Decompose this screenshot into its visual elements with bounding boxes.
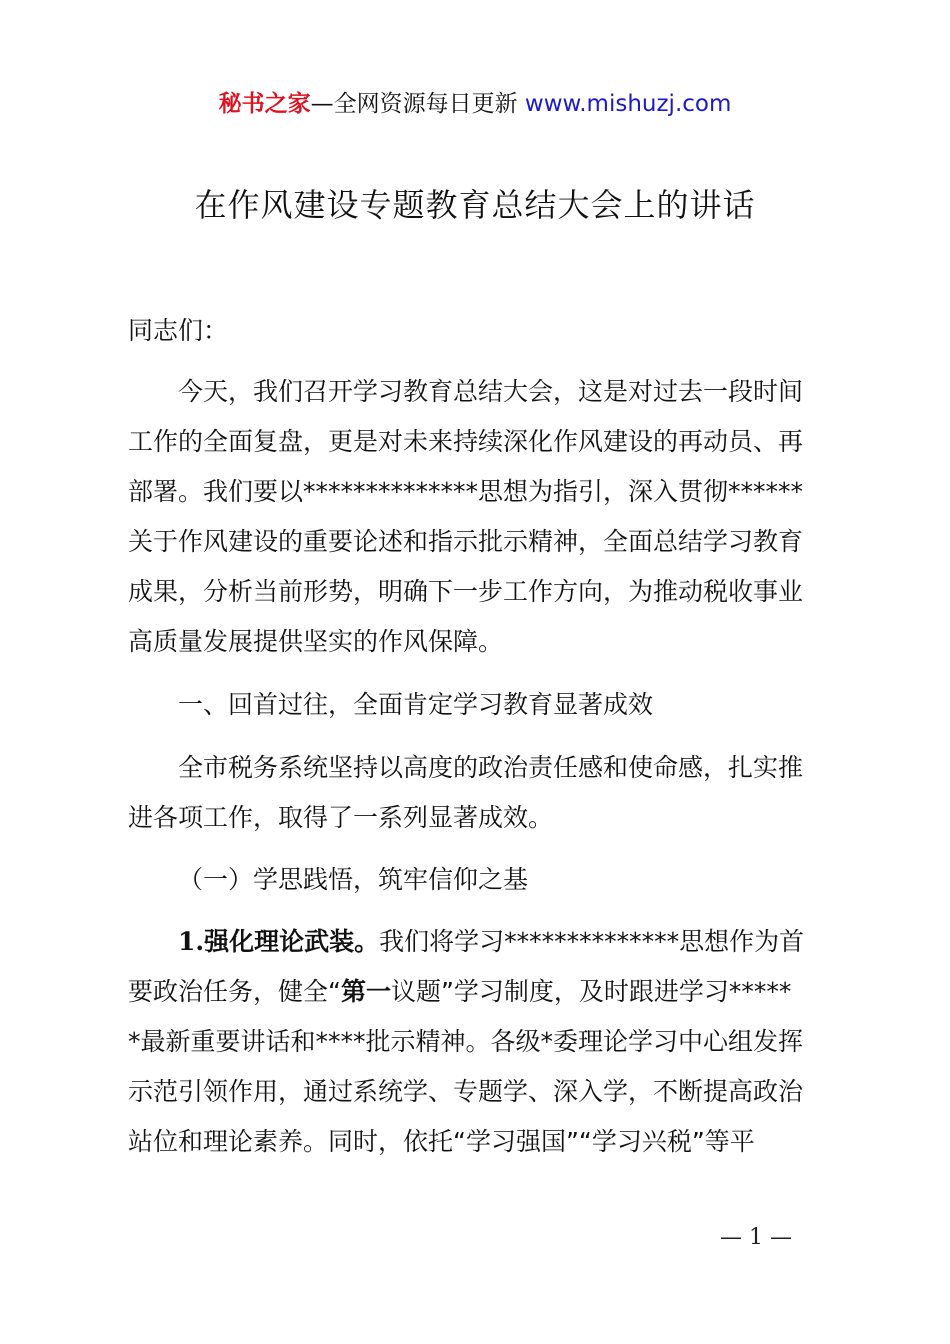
section-line: 进各项工作，取得了一系列显著成效。 [128, 803, 554, 832]
item-line: 示范引领作用，通过系统学、专题学、深入学，不断提高政治 [128, 1077, 804, 1106]
item-text: 议题”学习制度，及时跟进学习***** [390, 977, 792, 1006]
header-tagline: —全网资源每日更新 [310, 91, 525, 117]
item-line [178, 922, 804, 962]
intro-line: 工作的全面复盘，更是对未来持续深化作风建设的再动员、再 [128, 427, 804, 456]
intro-line: 今天，我们召开学习教育总结大会，这是对过去一段时间 [178, 377, 804, 406]
intro-line: 高质量发展提供坚实的作风保障。 [128, 627, 504, 656]
document-title: 在作风建设专题教育总结大会上的讲话 [194, 186, 756, 224]
page-number: — 1 — [720, 1225, 792, 1250]
item-line: *最新重要讲话和****批示精神。各级*委理论学习中心组发挥 [128, 1027, 804, 1056]
brand-name: 秘书之家 [218, 91, 311, 117]
item-line [128, 972, 791, 1012]
item-bold-text: 第一 [340, 977, 391, 1006]
item-text: 我们将学习**************思想作为首 [379, 927, 805, 956]
intro-line: 成果，分析当前形势，明确下一步工作方向，为推动税收事业 [128, 577, 804, 606]
item-line: 站位和理论素养。同时，依托“学习强国”“学习兴税”等平 [128, 1127, 755, 1156]
intro-line: 关于作风建设的重要论述和指示批示精神，全面总结学习教育 [128, 527, 804, 556]
subsection-heading: （一）学思践悟，筑牢信仰之基 [178, 865, 529, 894]
intro-line: 部署。我们要以**************思想为指引，深入贯彻****** [128, 477, 804, 506]
item-number: 1. [178, 927, 205, 956]
section-line: 全市税务系统坚持以高度的政治责任感和使命感，扎实推 [178, 753, 804, 782]
item-text: 要政治任务，健全“ [128, 977, 341, 1006]
site-header [0, 88, 950, 120]
section-heading: 一、回首过往，全面肯定学习教育显著成效 [178, 690, 654, 719]
salutation: 同志们： [128, 316, 229, 345]
item-heading: 强化理论武装。 [204, 927, 380, 956]
site-url[interactable]: www.mishuzj.com [524, 91, 732, 117]
